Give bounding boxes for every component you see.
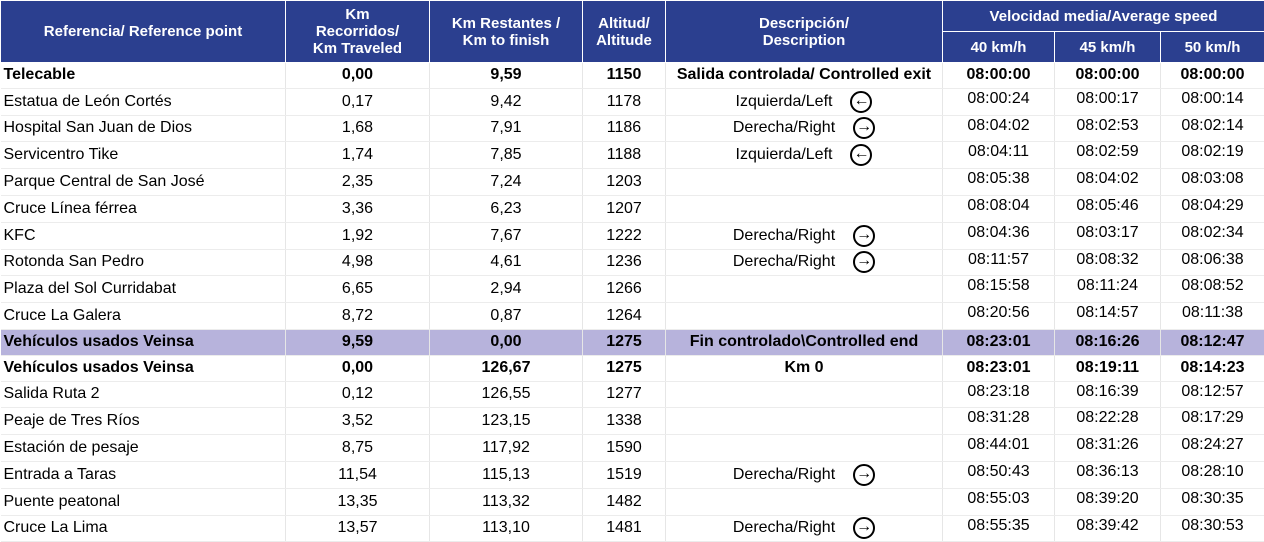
cell-altitude: 1186 [583,115,666,142]
cell-altitude: 1203 [583,169,666,196]
cell-description [666,142,943,169]
cell-km-traveled: 0,00 [286,63,430,89]
cell-time-40: 08:55:35 [943,515,1055,542]
cell-time-45: 08:16:39 [1055,381,1161,408]
table-row [1,381,1264,408]
cell-time-45: 08:36:13 [1055,461,1161,488]
cell-time-45: 08:39:20 [1055,488,1161,515]
cell-km-traveled: 6,65 [286,276,430,303]
cell-km-remaining: 126,67 [430,355,583,381]
cell-description [666,408,943,435]
header-km-remaining [430,1,583,63]
table-row [1,515,1264,542]
direction [733,225,875,247]
cell-reference: Hospital San Juan de Dios [1,115,286,142]
table-row [1,222,1264,249]
cell-altitude: 1338 [583,408,666,435]
cell-km-traveled: 0,00 [286,355,430,381]
table-body [1,63,1264,542]
direction-label: Derecha/Right [733,466,835,484]
cell-description [666,222,943,249]
cell-altitude: 1178 [583,88,666,115]
cell-km-remaining: 123,15 [430,408,583,435]
header-altitude [583,1,666,63]
cell-time-50: 08:17:29 [1161,408,1264,435]
cell-reference: Vehículos usados Veinsa [1,329,286,355]
cell-description: Salida controlada/ Controlled exit [666,63,943,89]
cell-km-remaining: 2,94 [430,276,583,303]
header-average-speed: Velocidad media/Average speed [943,1,1264,32]
table-row [1,142,1264,169]
cell-reference: Peaje de Tres Ríos [1,408,286,435]
cell-km-remaining: 4,61 [430,249,583,276]
table-row [1,461,1264,488]
cell-time-40: 08:00:24 [943,88,1055,115]
direction [733,117,875,139]
table-row [1,63,1264,89]
cell-description [666,461,943,488]
table-row [1,195,1264,222]
cell-time-50: 08:28:10 [1161,461,1264,488]
direction-label: Derecha/Right [733,119,835,137]
cell-time-50: 08:12:57 [1161,381,1264,408]
right-arrow-icon: → [853,517,875,539]
cell-altitude: 1275 [583,355,666,381]
cell-time-40: 08:05:38 [943,169,1055,196]
cell-reference: Puente peatonal [1,488,286,515]
cell-time-50: 08:30:35 [1161,488,1264,515]
cell-km-remaining: 126,55 [430,381,583,408]
direction [733,251,875,273]
cell-altitude: 1207 [583,195,666,222]
table-row [1,276,1264,303]
direction-label: Derecha/Right [733,227,835,245]
cell-time-40: 08:23:01 [943,355,1055,381]
cell-km-remaining: 6,23 [430,195,583,222]
cell-description [666,169,943,196]
cell-km-traveled: 2,35 [286,169,430,196]
cell-time-45: 08:31:26 [1055,435,1161,462]
cell-time-40: 08:15:58 [943,276,1055,303]
cell-time-45: 08:39:42 [1055,515,1161,542]
cell-time-40: 08:44:01 [943,435,1055,462]
cell-time-40: 08:04:02 [943,115,1055,142]
cell-description [666,435,943,462]
cell-time-50: 08:02:14 [1161,115,1264,142]
cell-reference: Cruce La Lima [1,515,286,542]
cell-km-traveled: 0,12 [286,381,430,408]
cell-km-traveled: 3,36 [286,195,430,222]
cell-altitude: 1236 [583,249,666,276]
table-row [1,488,1264,515]
table-header [1,1,1264,63]
table-row [1,408,1264,435]
cell-km-traveled: 13,35 [286,488,430,515]
cell-km-remaining: 115,13 [430,461,583,488]
header-km-remaining-line1: Km Restantes / [430,15,582,32]
cell-km-traveled: 0,17 [286,88,430,115]
cell-time-40: 08:08:04 [943,195,1055,222]
cell-altitude: 1266 [583,276,666,303]
cell-km-traveled: 1,74 [286,142,430,169]
cell-reference: Servicentro Tike [1,142,286,169]
header-km-traveled-line3: Km Traveled [286,40,429,57]
cell-time-45: 08:08:32 [1055,249,1161,276]
left-arrow-icon: ← [850,144,872,166]
right-arrow-icon: → [853,251,875,273]
cell-time-50: 08:12:47 [1161,329,1264,355]
cell-time-50: 08:11:38 [1161,303,1264,330]
cell-description [666,276,943,303]
cell-description: Km 0 [666,355,943,381]
header-description-line2: Description [666,32,942,49]
direction [733,517,875,539]
direction-label: Izquierda/Left [736,93,833,111]
cell-reference: Vehículos usados Veinsa [1,355,286,381]
cell-time-50: 08:08:52 [1161,276,1264,303]
cell-altitude: 1222 [583,222,666,249]
header-description [666,1,943,63]
header-km-traveled-line2: Recorridos/ [286,23,429,40]
cell-time-50: 08:04:29 [1161,195,1264,222]
cell-altitude: 1519 [583,461,666,488]
cell-reference: Estatua de León Cortés [1,88,286,115]
header-km-traveled [286,1,430,63]
cell-reference: Rotonda San Pedro [1,249,286,276]
cell-time-40: 08:23:18 [943,381,1055,408]
cell-time-40: 08:31:28 [943,408,1055,435]
header-altitude-line2: Altitude [583,32,665,49]
cell-reference: Cruce Línea férrea [1,195,286,222]
cell-time-50: 08:03:08 [1161,169,1264,196]
cell-km-remaining: 0,00 [430,329,583,355]
cell-time-50: 08:30:53 [1161,515,1264,542]
cell-km-traveled: 3,52 [286,408,430,435]
direction-label: Derecha/Right [733,253,835,271]
direction-label: Izquierda/Left [736,146,833,164]
table-row [1,329,1264,355]
cell-time-45: 08:05:46 [1055,195,1161,222]
cell-time-45: 08:02:59 [1055,142,1161,169]
cell-description [666,195,943,222]
cell-time-40: 08:04:11 [943,142,1055,169]
header-reference: Referencia/ Reference point [1,1,286,63]
cell-reference: KFC [1,222,286,249]
cell-time-45: 08:19:11 [1055,355,1161,381]
cell-km-traveled: 11,54 [286,461,430,488]
cell-km-remaining: 9,59 [430,63,583,89]
cell-description [666,303,943,330]
cell-description [666,381,943,408]
table-row [1,303,1264,330]
direction-label: Derecha/Right [733,519,835,537]
header-altitude-line1: Altitud/ [583,15,665,32]
direction [736,91,873,113]
cell-km-remaining: 7,24 [430,169,583,196]
direction [736,144,873,166]
cell-description [666,515,943,542]
cell-time-45: 08:00:00 [1055,63,1161,89]
cell-reference: Estación de pesaje [1,435,286,462]
cell-time-40: 08:23:01 [943,329,1055,355]
table-row [1,435,1264,462]
cell-time-50: 08:14:23 [1161,355,1264,381]
cell-reference: Plaza del Sol Curridabat [1,276,286,303]
right-arrow-icon: → [853,117,875,139]
cell-time-50: 08:00:14 [1161,88,1264,115]
cell-altitude: 1481 [583,515,666,542]
cell-time-40: 08:00:00 [943,63,1055,89]
cell-time-45: 08:03:17 [1055,222,1161,249]
cell-time-45: 08:16:26 [1055,329,1161,355]
cell-altitude: 1482 [583,488,666,515]
header-speed-45: 45 km/h [1055,32,1161,63]
cell-km-traveled: 9,59 [286,329,430,355]
cell-time-50: 08:02:34 [1161,222,1264,249]
cell-description [666,115,943,142]
cell-km-traveled: 13,57 [286,515,430,542]
cell-time-45: 08:00:17 [1055,88,1161,115]
cell-km-traveled: 1,68 [286,115,430,142]
cell-time-40: 08:04:36 [943,222,1055,249]
cell-description [666,249,943,276]
cell-time-40: 08:11:57 [943,249,1055,276]
cell-km-remaining: 113,10 [430,515,583,542]
cell-km-remaining: 7,91 [430,115,583,142]
cell-time-50: 08:24:27 [1161,435,1264,462]
cell-km-remaining: 113,32 [430,488,583,515]
cell-altitude: 1150 [583,63,666,89]
right-arrow-icon: → [853,225,875,247]
cell-km-traveled: 1,92 [286,222,430,249]
cell-time-45: 08:04:02 [1055,169,1161,196]
cell-km-remaining: 9,42 [430,88,583,115]
cell-altitude: 1264 [583,303,666,330]
cell-km-traveled: 4,98 [286,249,430,276]
header-speed-50: 50 km/h [1161,32,1264,63]
cell-time-50: 08:00:00 [1161,63,1264,89]
cell-km-remaining: 7,85 [430,142,583,169]
cell-time-40: 08:20:56 [943,303,1055,330]
header-speed-40: 40 km/h [943,32,1055,63]
header-description-line1: Descripción/ [666,15,942,32]
cell-time-45: 08:14:57 [1055,303,1161,330]
cell-reference: Parque Central de San José [1,169,286,196]
table-row [1,249,1264,276]
cell-time-45: 08:22:28 [1055,408,1161,435]
table-row [1,115,1264,142]
right-arrow-icon: → [853,464,875,486]
cell-altitude: 1590 [583,435,666,462]
direction [733,464,875,486]
cell-altitude: 1277 [583,381,666,408]
cell-km-remaining: 0,87 [430,303,583,330]
cell-time-40: 08:55:03 [943,488,1055,515]
cell-description [666,88,943,115]
cell-km-traveled: 8,75 [286,435,430,462]
cell-reference: Entrada a Taras [1,461,286,488]
cell-time-40: 08:50:43 [943,461,1055,488]
cell-reference: Salida Ruta 2 [1,381,286,408]
cell-reference: Telecable [1,63,286,89]
cell-altitude: 1188 [583,142,666,169]
table-row [1,355,1264,381]
cell-time-50: 08:02:19 [1161,142,1264,169]
cell-reference: Cruce La Galera [1,303,286,330]
table-row [1,88,1264,115]
header-km-remaining-line2: Km to finish [430,32,582,49]
cell-km-traveled: 8,72 [286,303,430,330]
cell-time-50: 08:06:38 [1161,249,1264,276]
cell-description [666,488,943,515]
cell-altitude: 1275 [583,329,666,355]
left-arrow-icon: ← [850,91,872,113]
cell-time-45: 08:11:24 [1055,276,1161,303]
cell-time-45: 08:02:53 [1055,115,1161,142]
header-km-traveled-line1: Km [286,6,429,23]
cell-description: Fin controlado\Controlled end [666,329,943,355]
table-row [1,169,1264,196]
cell-km-remaining: 117,92 [430,435,583,462]
cell-km-remaining: 7,67 [430,222,583,249]
